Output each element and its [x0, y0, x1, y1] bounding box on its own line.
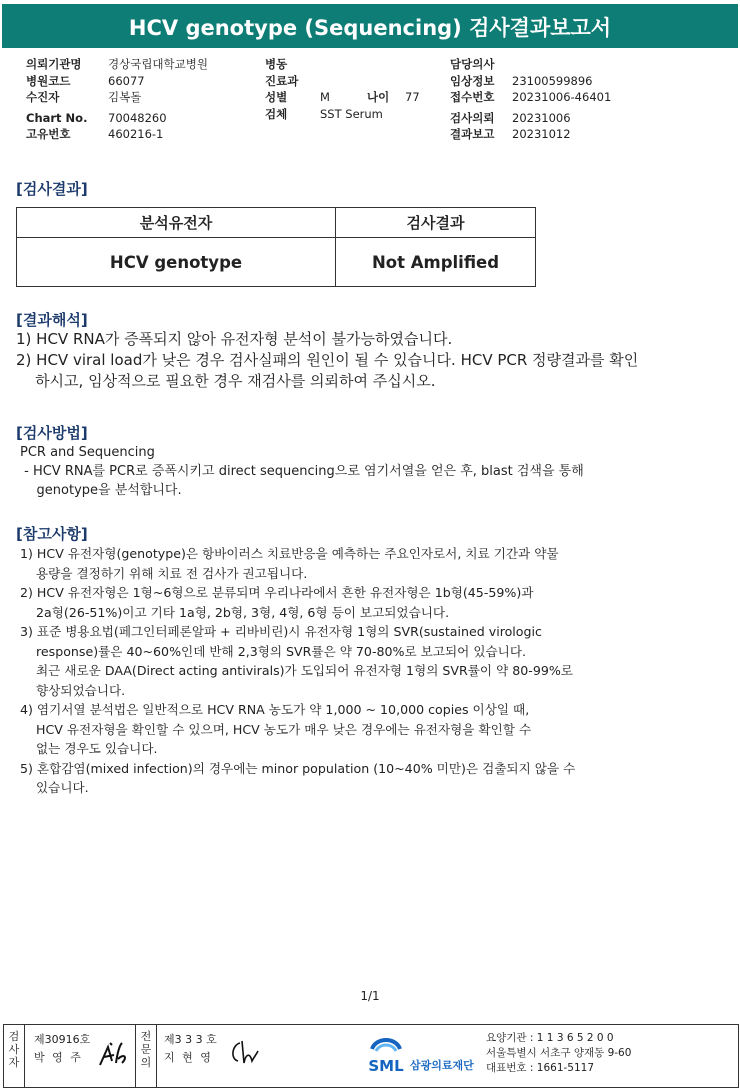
header-label: 임상정보 — [450, 73, 495, 88]
col-gene-header: 분석유전자 — [17, 208, 336, 238]
header-value: 경상국립대학교병원 — [108, 57, 208, 71]
header-value: 66077 — [108, 73, 145, 88]
header-label: 검사의뢰 — [450, 110, 495, 125]
note-line: 용량을 결정하기 위해 치료 전 검사가 권고됩니다. — [20, 565, 308, 581]
header-value: 20231006 — [512, 110, 571, 125]
age-value: 77 — [405, 90, 420, 104]
header-row — [265, 73, 420, 90]
header-row — [26, 89, 208, 106]
notes-heading: [참고사항] — [16, 525, 88, 543]
note-line: 2a형(26-51%)이고 기타 1a형, 2b형, 3형, 4형, 6형 등이 보고되었습니다. — [20, 604, 450, 620]
method-line: genotype을 분석합니다. — [20, 483, 182, 498]
header-value: 460216-1 — [108, 127, 164, 141]
header-col-1 — [26, 56, 208, 143]
sml-logo-mark — [366, 1033, 406, 1075]
reviewer-tag — [135, 1025, 157, 1087]
reviewer-signature — [226, 1037, 262, 1069]
note-line: response)률은 40~60%인데 반해 2,3형의 SVR률은 약 70-80%로 보고되어 있습니다. — [20, 643, 526, 659]
sex-label: 성별 — [265, 90, 288, 104]
note-line: 5) 혼합감염(mixed infection)의 경우에는 minor population (10~40% 미만)은 검출되지 않을 수 — [20, 760, 576, 776]
header-row — [265, 106, 420, 123]
reviewer-name: 지 현 영 — [164, 1051, 213, 1064]
org-name: 삼광의료재단 — [410, 1059, 474, 1072]
header-label: 접수번호 — [450, 90, 495, 104]
header-col-2 — [265, 56, 420, 122]
note-line: 4) 염기서열 분석법은 일반적으로 HCV RNA 농도가 약 1,000 ~ 10,000 copies 이상일 때, — [20, 702, 530, 717]
result-table — [16, 207, 536, 287]
header-label: 의뢰기관명 — [26, 57, 82, 71]
dept-label: 진료과 — [265, 73, 299, 88]
header-value: 김복돌 — [108, 90, 142, 104]
header-value: 20231006-46401 — [512, 90, 612, 104]
method-line: - HCV RNA를 PCR로 증폭시키고 direct sequencing으로 염기서열을 얻은 후, blast 검색을 통해 — [20, 464, 584, 479]
sml-logo — [366, 1033, 474, 1079]
ward-label: 병동 — [265, 57, 288, 71]
header-label: Chart No. — [26, 110, 88, 125]
inspector-tag — [4, 1025, 25, 1087]
interpretation-body — [16, 329, 726, 392]
header-value: 70048260 — [108, 110, 167, 125]
report-title: HCV genotype (Sequencing) 검사결과보고서 — [2, 4, 738, 48]
interpretation-line: 2) HCV viral load가 낮은 경우 검사실패의 원인이 될 수 있습니다. HCV PCR 정량결과를 확인 — [16, 351, 639, 369]
age-label: 나이 — [367, 90, 390, 104]
table-row — [17, 238, 536, 287]
specimen-label: 검체 — [265, 106, 288, 121]
header-row — [26, 73, 208, 90]
org-line: 요양기관 : 1 1 3 6 5 2 0 0 — [486, 1032, 614, 1044]
logo-text: SML — [368, 1057, 404, 1075]
header-label: 수진자 — [26, 90, 60, 104]
org-info — [486, 1031, 631, 1076]
reviewer-number: 제3 3 3 호 — [164, 1033, 217, 1046]
reviewer-tag-text: 전문의 — [140, 1030, 152, 1069]
reviewer-info — [164, 1031, 217, 1067]
footer — [3, 1024, 739, 1088]
header-row — [265, 56, 420, 73]
header-label: 담당의사 — [450, 57, 495, 71]
header-row — [26, 56, 208, 73]
header-col-3 — [450, 56, 611, 143]
header-row — [450, 126, 611, 143]
note-line: 1) HCV 유전자형(genotype)은 항바이러스 치료반응을 예측하는 주요인자로서, 치료 기간과 약물 — [20, 546, 559, 561]
header-row — [26, 110, 208, 127]
inspector-info — [34, 1031, 90, 1067]
header-row — [26, 126, 208, 143]
interpretation-line: 하시고, 임상적으로 필요한 경우 재검사를 의뢰하여 주십시오. — [16, 372, 436, 390]
page-number: 1/1 — [360, 989, 380, 1003]
result-cell: Not Amplified — [336, 238, 536, 287]
note-line: 최근 새로운 DAA(Direct acting antivirals)가 도입되어 유전자형 1형의 SVR률이 약 80-99%로 — [20, 663, 573, 678]
note-line: 없는 경우도 있습니다. — [20, 741, 158, 756]
header-row — [450, 56, 611, 73]
org-line: 서울특별시 서초구 양재동 9-60 — [486, 1047, 632, 1059]
note-line: 3) 표준 병용요법(페그인터페론알파 + 리바비린)시 유전자형 1형의 SVR(sustained virologic — [20, 624, 542, 639]
header-label: 고유번호 — [26, 127, 71, 141]
interpretation-line: 1) HCV RNA가 증폭되지 않아 유전자형 분석이 불가능하였습니다. — [16, 330, 453, 348]
inspector-tag-text: 검사자 — [8, 1030, 20, 1069]
note-line: 향상되었습니다. — [20, 682, 126, 698]
result-table-header — [17, 208, 536, 238]
header-row — [265, 89, 420, 106]
note-line: 있습니다. — [20, 780, 89, 795]
inspector-signature — [96, 1039, 132, 1069]
inspector-number: 제30916호 — [34, 1033, 91, 1046]
interpretation-heading: [결과해석] — [16, 311, 88, 329]
header-row — [450, 110, 611, 127]
header-value: 20231012 — [512, 127, 571, 141]
header-label: 결과보고 — [450, 127, 495, 141]
header-value: 23100599896 — [512, 73, 593, 88]
sex-value: M — [320, 90, 330, 104]
method-line: PCR and Sequencing — [20, 445, 155, 460]
header-label: 병원코드 — [26, 73, 71, 88]
notes-body — [20, 544, 575, 798]
org-line: 대표번호 : 1661-5117 — [486, 1062, 595, 1074]
specimen-value: SST Serum — [320, 106, 383, 121]
col-result-header: 검사결과 — [336, 208, 536, 238]
method-heading: [검사방법] — [16, 424, 88, 442]
header-row — [450, 73, 611, 90]
gene-cell: HCV genotype — [17, 238, 336, 287]
method-body — [20, 443, 584, 500]
note-line: HCV 유전자형을 확인할 수 있으며, HCV 농도가 매우 낮은 경우에는 유전자형을 확인할 수 — [20, 721, 532, 737]
header-row — [450, 89, 611, 106]
note-line: 2) HCV 유전자형은 1형~6형으로 분류되며 우리나라에서 흔한 유전자형은 1b형(45-59%)과 — [20, 585, 534, 600]
inspector-name: 박 영 주 — [34, 1051, 83, 1064]
result-heading: [검사결과] — [16, 180, 88, 198]
